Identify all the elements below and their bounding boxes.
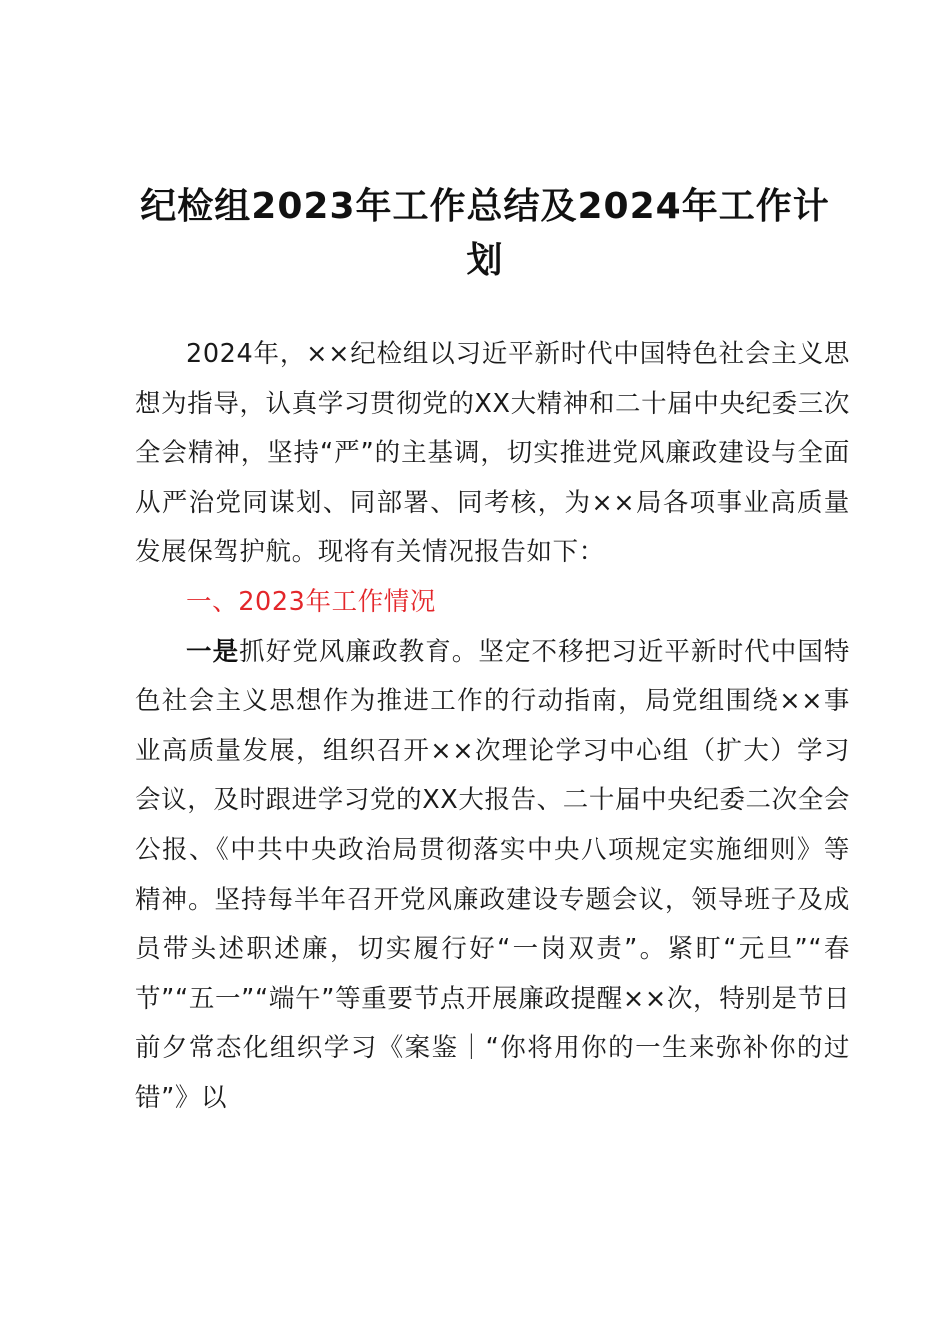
intro-paragraph: 2024年，××纪检组以习近平新时代中国特色社会主义思想为指导，认真学习贯彻党的XX大精神和二十届中央纪委三次全会精神，坚持“严”的主基调，切实推进党风廉政建设与全面从严治党同谋划、同部署、同考核，为××局各项事业高质量发展保驾护航。现将有关情况报告如下： [135, 339, 850, 568]
item-one-paragraph [135, 628, 850, 1124]
section-heading-2023-work: 一、2023年工作情况 [186, 586, 436, 617]
item-one-lead: 一是 [186, 636, 240, 667]
document-body [135, 330, 850, 1124]
document-title: 纪检组2023年工作总结及2024年工作计划 [140, 186, 830, 281]
item-one-text: 抓好党风廉政教育。坚定不移把习近平新时代中国特色社会主义思想作为推进工作的行动指南，局党组围绕××事业高质量发展，组织召开××次理论学习中心组（扩大）学习会议，及时跟进学习党的XX大报告、二十届中央纪委二次全会公报、《中共中央政治局贯彻落实中央八项规定实施细则》等精神。坚持每半年召开党风廉政建设专题会议，领导班子及成员带头述职述廉，切实履行好“一岗双责”。紧盯“元旦”“春节”“五一”“端午”等重要节点开展廉政提醒××次，特别是节日前夕常态化组织学习《案鉴｜“你将用你的一生来弥补你的过错”》以 [135, 636, 851, 1113]
